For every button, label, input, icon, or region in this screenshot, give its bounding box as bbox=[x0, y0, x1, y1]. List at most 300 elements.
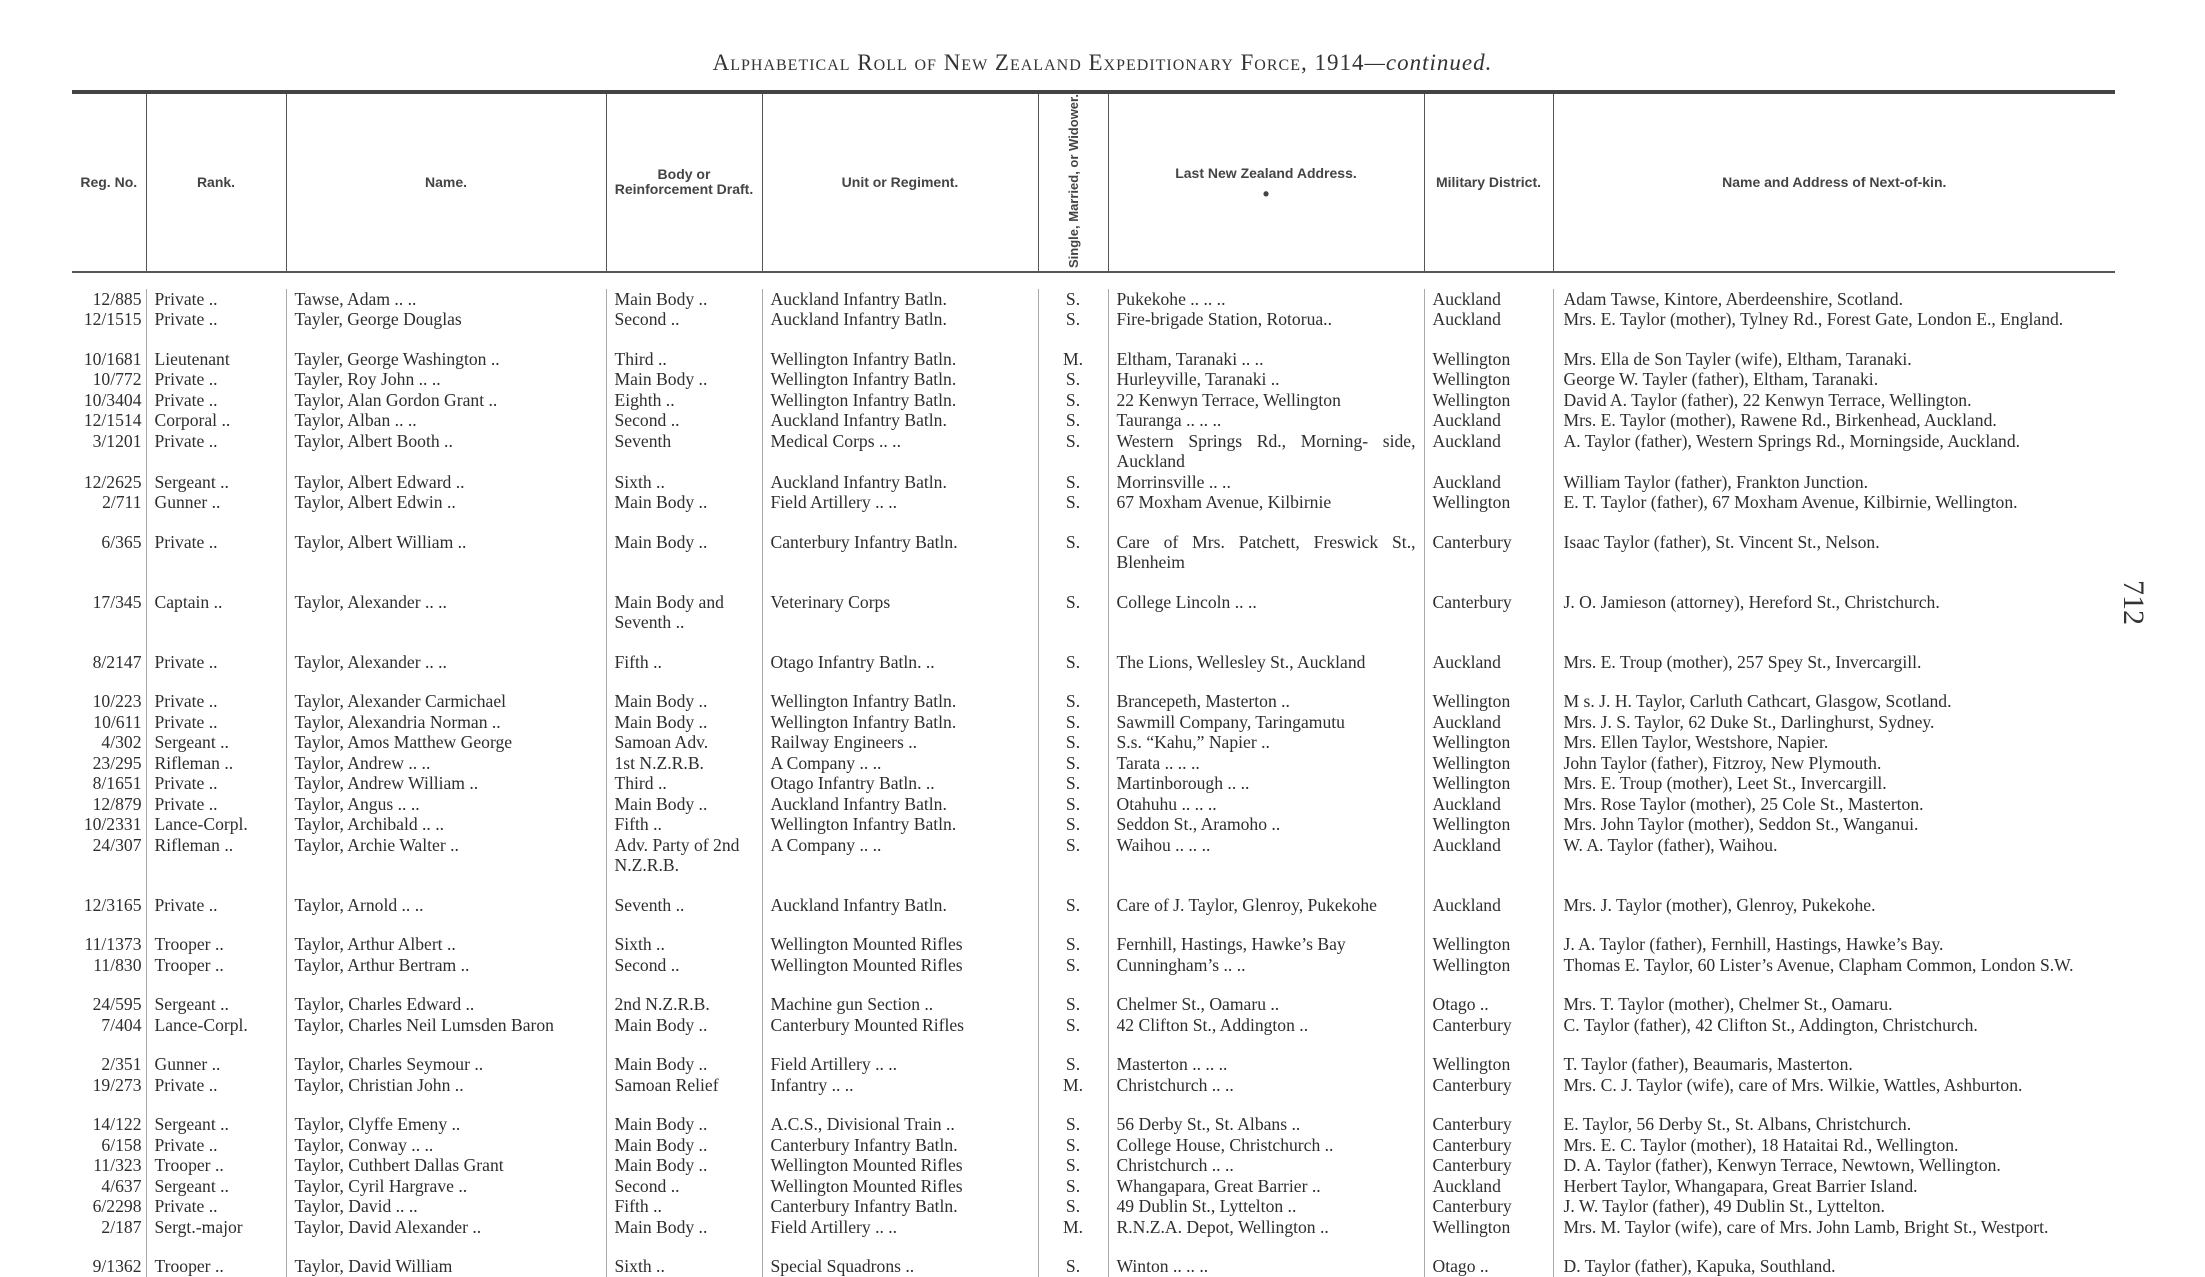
marital-status-cell: S. bbox=[1038, 1095, 1108, 1135]
last-address-cell: Fernhill, Hastings, Hawke’s Bay bbox=[1108, 915, 1424, 955]
last-address-cell: S.s. “Kahu,” Napier .. bbox=[1108, 732, 1424, 753]
soldier-name-cell: Taylor, Albert Edward .. bbox=[286, 472, 606, 493]
next-of-kin-cell: J. W. Taylor (father), 49 Dublin St., Lyttelton. bbox=[1553, 1196, 2115, 1217]
table-row bbox=[72, 309, 2115, 330]
table-row bbox=[72, 753, 2115, 774]
last-address-cell: 67 Moxham Avenue, Kilbirnie bbox=[1108, 492, 1424, 513]
reg-number-cell: 12/885 bbox=[92, 288, 142, 309]
last-address-cell: Cunningham’s .. .. bbox=[1108, 955, 1424, 976]
rank-cell: Sergeant .. bbox=[146, 732, 286, 753]
body-draft-cell: Main Body .. bbox=[606, 1015, 762, 1036]
marital-status-cell: S. bbox=[1038, 1035, 1108, 1075]
reg-number-cell: 12/3165 bbox=[83, 894, 142, 915]
marital-status-cell: S. bbox=[1038, 472, 1108, 493]
soldier-name-cell: Taylor, Andrew .. .. bbox=[286, 753, 606, 774]
military-district-cell: Auckland bbox=[1424, 289, 1553, 310]
marital-status-cell: S. bbox=[1038, 672, 1108, 712]
unit-cell: Wellington Mounted Rifles bbox=[762, 1176, 1038, 1197]
last-address-cell: Sawmill Company, Taringamutu bbox=[1108, 712, 1424, 733]
table-row bbox=[72, 876, 2115, 916]
reg-number-cell: 12/2625 bbox=[83, 471, 142, 492]
marital-status-cell: S. bbox=[1038, 794, 1108, 815]
marital-status-cell: S. bbox=[1038, 431, 1108, 472]
reg-number-cell: 23/295 bbox=[92, 752, 142, 773]
reg-number-cell: 7/404 bbox=[101, 1014, 142, 1035]
military-district-cell: Wellington bbox=[1424, 814, 1553, 835]
body-draft-cell: Adv. Party of 2nd N.Z.R.B. bbox=[606, 835, 762, 876]
rank-cell: Gunner .. bbox=[146, 492, 286, 513]
reg-number-cell: 2/351 bbox=[101, 1054, 142, 1075]
unit-cell: Canterbury Infantry Batln. bbox=[762, 1196, 1038, 1217]
next-of-kin-cell: Mrs. J. Taylor (mother), Glenroy, Pukekohe. bbox=[1553, 876, 2115, 916]
reg-number-cell: 19/273 bbox=[92, 1074, 142, 1095]
body-draft-cell: Fifth .. bbox=[606, 814, 762, 835]
soldier-name-cell: Tayler, George Douglas bbox=[286, 309, 606, 330]
next-of-kin-cell: Mrs. Ella de Son Tayler (wife), Eltham, Taranaki. bbox=[1553, 330, 2115, 370]
next-of-kin-cell: Herbert Taylor, Whangapara, Great Barrier Island. bbox=[1553, 1176, 2115, 1197]
military-district-cell: Auckland bbox=[1424, 309, 1553, 330]
body-draft-cell: Main Body .. bbox=[606, 1155, 762, 1176]
soldier-name-cell: Taylor, Alan Gordon Grant .. bbox=[286, 390, 606, 411]
table-row bbox=[72, 814, 2115, 835]
roll-body bbox=[72, 272, 2115, 1277]
reg-number-cell: 8/1651 bbox=[92, 773, 142, 794]
marital-status-cell: S. bbox=[1038, 1176, 1108, 1197]
table-row bbox=[72, 633, 2115, 673]
rank-cell: Sergeant .. bbox=[146, 1176, 286, 1197]
military-district-cell: Wellington bbox=[1424, 955, 1553, 976]
soldier-name-cell: Taylor, Andrew William .. bbox=[286, 773, 606, 794]
unit-cell: Railway Engineers .. bbox=[762, 732, 1038, 753]
unit-cell: Field Artillery .. .. bbox=[762, 1035, 1038, 1075]
reg-number-cell: 6/158 bbox=[101, 1134, 142, 1155]
unit-cell: Canterbury Mounted Rifles bbox=[762, 1015, 1038, 1036]
table-row bbox=[72, 289, 2115, 310]
next-of-kin-cell: Mrs. Rose Taylor (mother), 25 Cole St., Masterton. bbox=[1553, 794, 2115, 815]
reg-number-cell: 12/1515 bbox=[83, 309, 142, 330]
soldier-name-cell: Taylor, Albert William .. bbox=[286, 513, 606, 573]
last-address-cell: The Lions, Wellesley St., Auckland bbox=[1108, 633, 1424, 673]
unit-cell: Wellington Infantry Batln. bbox=[762, 712, 1038, 733]
military-district-cell: Wellington bbox=[1424, 369, 1553, 390]
body-draft-cell: Fifth .. bbox=[606, 633, 762, 673]
body-draft-cell: Main Body .. bbox=[606, 1035, 762, 1075]
reg-number-cell: 3/1201 bbox=[92, 430, 142, 451]
body-draft-cell: Fifth .. bbox=[606, 1196, 762, 1217]
body-draft-cell: Second .. bbox=[606, 309, 762, 330]
rank-cell: Private .. bbox=[146, 369, 286, 390]
unit-cell: Auckland Infantry Batln. bbox=[762, 289, 1038, 310]
reg-number-cell: 11/830 bbox=[93, 954, 142, 975]
table-row bbox=[72, 712, 2115, 733]
soldier-name-cell: Taylor, David .. .. bbox=[286, 1196, 606, 1217]
last-address-cell: Morrinsville .. .. bbox=[1108, 472, 1424, 493]
military-district-cell: Wellington bbox=[1424, 672, 1553, 712]
body-draft-cell: Eighth .. bbox=[606, 390, 762, 411]
body-draft-cell: Main Body .. bbox=[606, 1095, 762, 1135]
marital-status-cell: S. bbox=[1038, 633, 1108, 673]
page-number: 712 bbox=[2117, 580, 2150, 625]
rank-cell: Trooper .. bbox=[146, 915, 286, 955]
military-district-cell: Wellington bbox=[1424, 773, 1553, 794]
table-row bbox=[72, 773, 2115, 794]
body-draft-cell: Main Body .. bbox=[606, 672, 762, 712]
column-header-last-address: Last New Zealand Address. • bbox=[1108, 92, 1424, 272]
column-header-marital-status bbox=[1038, 92, 1108, 272]
next-of-kin-cell: Mrs. C. J. Taylor (wife), care of Mrs. Wilkie, Wattles, Ashburton. bbox=[1553, 1075, 2115, 1096]
unit-cell: Canterbury Infantry Batln. bbox=[762, 1135, 1038, 1156]
last-address-cell: Chelmer St., Oamaru .. bbox=[1108, 975, 1424, 1015]
rank-cell: Rifleman .. bbox=[146, 835, 286, 876]
marital-status-cell: S. bbox=[1038, 513, 1108, 573]
reg-number-cell: 10/3404 bbox=[83, 389, 142, 410]
unit-cell: Wellington Infantry Batln. bbox=[762, 330, 1038, 370]
soldier-name-cell: Taylor, Archie Walter .. bbox=[286, 835, 606, 876]
table-row bbox=[72, 492, 2115, 513]
soldier-name-cell: Taylor, Archibald .. .. bbox=[286, 814, 606, 835]
column-header-reg-no: Reg. No. bbox=[72, 92, 146, 272]
next-of-kin-cell: Mrs. John Taylor (mother), Seddon St., Wanganui. bbox=[1553, 814, 2115, 835]
military-district-cell: Otago .. bbox=[1424, 1237, 1553, 1277]
marital-status-cell: S. bbox=[1038, 955, 1108, 976]
unit-cell: Auckland Infantry Batln. bbox=[762, 794, 1038, 815]
unit-cell: Canterbury Infantry Batln. bbox=[762, 513, 1038, 573]
table-row bbox=[72, 672, 2115, 712]
table-row bbox=[72, 1196, 2115, 1217]
table-row bbox=[72, 472, 2115, 493]
column-header-unit: Unit or Regiment. bbox=[762, 92, 1038, 272]
rank-cell: Private .. bbox=[146, 1196, 286, 1217]
unit-cell: Auckland Infantry Batln. bbox=[762, 309, 1038, 330]
reg-number-cell: 4/637 bbox=[101, 1175, 142, 1196]
table-row bbox=[72, 330, 2115, 370]
reg-number-cell: 8/2147 bbox=[92, 651, 142, 672]
table-row bbox=[72, 975, 2115, 1015]
table-row bbox=[72, 390, 2115, 411]
reg-number-cell: 24/307 bbox=[92, 834, 142, 855]
rank-cell: Captain .. bbox=[146, 573, 286, 633]
unit-cell: Special Squadrons .. bbox=[762, 1237, 1038, 1277]
last-address-cell: Masterton .. .. .. bbox=[1108, 1035, 1424, 1075]
military-district-cell: Auckland bbox=[1424, 1176, 1553, 1197]
next-of-kin-cell: Mrs. M. Taylor (wife), care of Mrs. John Lamb, Bright St., Westport. bbox=[1553, 1217, 2115, 1238]
next-of-kin-cell: Mrs. E. Troup (mother), Leet St., Invercargill. bbox=[1553, 773, 2115, 794]
soldier-name-cell: Taylor, Alexander Carmichael bbox=[286, 672, 606, 712]
military-district-cell: Auckland bbox=[1424, 472, 1553, 493]
marital-status-cell: S. bbox=[1038, 1135, 1108, 1156]
unit-cell: A Company .. .. bbox=[762, 753, 1038, 774]
soldier-name-cell: Taylor, Clyffe Emeny .. bbox=[286, 1095, 606, 1135]
reg-number-cell: 10/2331 bbox=[83, 814, 142, 835]
military-district-cell: Auckland bbox=[1424, 633, 1553, 673]
last-address-cell: Waihou .. .. .. bbox=[1108, 835, 1424, 876]
rank-cell: Sergeant .. bbox=[146, 472, 286, 493]
column-header-body-draft: Body or Reinforcement Draft. bbox=[606, 92, 762, 272]
page-title bbox=[0, 50, 2205, 76]
table-row bbox=[72, 573, 2115, 633]
roll-table bbox=[72, 90, 2115, 1277]
last-address-cell: 49 Dublin St., Lyttelton .. bbox=[1108, 1196, 1424, 1217]
marital-status-cell: S. bbox=[1038, 573, 1108, 633]
military-district-cell: Auckland bbox=[1424, 410, 1553, 431]
table-row bbox=[72, 1217, 2115, 1238]
column-header-military-district: Military District. bbox=[1424, 92, 1553, 272]
next-of-kin-cell: Mrs. T. Taylor (mother), Chelmer St., Oamaru. bbox=[1553, 975, 2115, 1015]
rank-cell: Private .. bbox=[146, 672, 286, 712]
next-of-kin-cell: Mrs. E. Taylor (mother), Tylney Rd., Forest Gate, London E., England. bbox=[1553, 309, 2115, 330]
body-draft-cell: Second .. bbox=[606, 955, 762, 976]
rank-cell: Trooper .. bbox=[146, 1237, 286, 1277]
military-district-cell: Canterbury bbox=[1424, 1135, 1553, 1156]
last-address-cell: Eltham, Taranaki .. .. bbox=[1108, 330, 1424, 370]
body-draft-cell: Seventh .. bbox=[606, 876, 762, 916]
unit-cell: Wellington Infantry Batln. bbox=[762, 814, 1038, 835]
soldier-name-cell: Tayler, Roy John .. .. bbox=[286, 369, 606, 390]
table-row bbox=[72, 1095, 2115, 1135]
rank-cell: Private .. bbox=[146, 289, 286, 310]
soldier-name-cell: Tawse, Adam .. .. bbox=[286, 289, 606, 310]
body-draft-cell: Second .. bbox=[606, 410, 762, 431]
table-row bbox=[72, 835, 2115, 876]
rank-cell: Sergeant .. bbox=[146, 975, 286, 1015]
last-address-cell: Christchurch .. .. bbox=[1108, 1075, 1424, 1096]
body-draft-cell: Samoan Adv. bbox=[606, 732, 762, 753]
last-address-cell: College House, Christchurch .. bbox=[1108, 1135, 1424, 1156]
unit-cell: Wellington Infantry Batln. bbox=[762, 369, 1038, 390]
unit-cell: Field Artillery .. .. bbox=[762, 1217, 1038, 1238]
next-of-kin-cell: Mrs. E. Troup (mother), 257 Spey St., Invercargill. bbox=[1553, 633, 2115, 673]
military-district-cell: Canterbury bbox=[1424, 1155, 1553, 1176]
soldier-name-cell: Taylor, Cyril Hargrave .. bbox=[286, 1176, 606, 1197]
rank-cell: Trooper .. bbox=[146, 1155, 286, 1176]
last-address-cell: Fire-brigade Station, Rotorua.. bbox=[1108, 309, 1424, 330]
next-of-kin-cell: W. A. Taylor (father), Waihou. bbox=[1553, 835, 2115, 876]
marital-status-cell: S. bbox=[1038, 289, 1108, 310]
unit-cell: Wellington Mounted Rifles bbox=[762, 915, 1038, 955]
table-row bbox=[72, 1155, 2115, 1176]
military-district-cell: Auckland bbox=[1424, 835, 1553, 876]
last-address-cell: Pukekohe .. .. .. bbox=[1108, 289, 1424, 310]
marital-status-cell: S. bbox=[1038, 773, 1108, 794]
last-address-cell: Seddon St., Aramoho .. bbox=[1108, 814, 1424, 835]
column-header-rank: Rank. bbox=[146, 92, 286, 272]
table-row bbox=[72, 513, 2115, 573]
marital-status-cell: M. bbox=[1038, 1217, 1108, 1238]
body-draft-cell: Main Body .. bbox=[606, 794, 762, 815]
reg-number-cell: 4/302 bbox=[101, 732, 142, 753]
table-row bbox=[72, 915, 2115, 955]
unit-cell: Otago Infantry Batln. .. bbox=[762, 633, 1038, 673]
reg-number-cell: 6/365 bbox=[101, 531, 142, 552]
reg-number-cell: 12/1514 bbox=[83, 410, 142, 431]
unit-cell: Field Artillery .. .. bbox=[762, 492, 1038, 513]
unit-cell: Wellington Mounted Rifles bbox=[762, 955, 1038, 976]
last-address-cell: Martinborough .. .. bbox=[1108, 773, 1424, 794]
body-draft-cell: Sixth .. bbox=[606, 915, 762, 955]
reg-number-cell: 12/879 bbox=[92, 793, 142, 814]
last-address-cell: Western Springs Rd., Morning- side, Auckland bbox=[1108, 431, 1424, 472]
next-of-kin-cell: E. Taylor, 56 Derby St., St. Albans, Christchurch. bbox=[1553, 1095, 2115, 1135]
soldier-name-cell: Tayler, George Washington .. bbox=[286, 330, 606, 370]
unit-cell: Wellington Infantry Batln. bbox=[762, 390, 1038, 411]
rank-cell: Lance-Corpl. bbox=[146, 814, 286, 835]
next-of-kin-cell: Isaac Taylor (father), St. Vincent St., Nelson. bbox=[1553, 513, 2115, 573]
next-of-kin-cell: Mrs. J. S. Taylor, 62 Duke St., Darlinghurst, Sydney. bbox=[1553, 712, 2115, 733]
body-draft-cell: Sixth .. bbox=[606, 472, 762, 493]
unit-cell: A.C.S., Divisional Train .. bbox=[762, 1095, 1038, 1135]
soldier-name-cell: Taylor, David Alexander .. bbox=[286, 1217, 606, 1238]
rank-cell: Lieutenant bbox=[146, 330, 286, 370]
marital-status-cell: S. bbox=[1038, 753, 1108, 774]
next-of-kin-cell: M s. J. H. Taylor, Carluth Cathcart, Glasgow, Scotland. bbox=[1553, 672, 2115, 712]
body-draft-cell: 1st N.Z.R.B. bbox=[606, 753, 762, 774]
last-address-cell: R.N.Z.A. Depot, Wellington .. bbox=[1108, 1217, 1424, 1238]
body-draft-cell: Third .. bbox=[606, 330, 762, 370]
unit-cell: Machine gun Section .. bbox=[762, 975, 1038, 1015]
military-district-cell: Canterbury bbox=[1424, 513, 1553, 573]
military-district-cell: Auckland bbox=[1424, 712, 1553, 733]
reg-number-cell: 10/611 bbox=[93, 711, 142, 732]
marital-status-cell: S. bbox=[1038, 1196, 1108, 1217]
table-row bbox=[72, 410, 2115, 431]
next-of-kin-cell: A. Taylor (father), Western Springs Rd., Morningside, Auckland. bbox=[1553, 431, 2115, 472]
unit-cell: A Company .. .. bbox=[762, 835, 1038, 876]
military-district-cell: Wellington bbox=[1424, 492, 1553, 513]
reg-number-cell: 11/1373 bbox=[84, 934, 142, 955]
last-address-cell: Whangapara, Great Barrier .. bbox=[1108, 1176, 1424, 1197]
military-district-cell: Wellington bbox=[1424, 1035, 1553, 1075]
next-of-kin-cell: George W. Tayler (father), Eltham, Taranaki. bbox=[1553, 369, 2115, 390]
table-header-row bbox=[72, 92, 2115, 272]
rank-cell: Private .. bbox=[146, 1075, 286, 1096]
column-header-name: Name. bbox=[286, 92, 606, 272]
next-of-kin-cell: J. O. Jamieson (attorney), Hereford St., Christchurch. bbox=[1553, 573, 2115, 633]
table-row bbox=[72, 955, 2115, 976]
last-address-cell: Brancepeth, Masterton .. bbox=[1108, 672, 1424, 712]
unit-cell: Auckland Infantry Batln. bbox=[762, 410, 1038, 431]
unit-cell: Auckland Infantry Batln. bbox=[762, 472, 1038, 493]
next-of-kin-cell: David A. Taylor (father), 22 Kenwyn Terrace, Wellington. bbox=[1553, 390, 2115, 411]
column-header-next-of-kin: Name and Address of Next-of-kin. bbox=[1553, 92, 2115, 272]
unit-cell: Auckland Infantry Batln. bbox=[762, 876, 1038, 916]
unit-cell: Otago Infantry Batln. .. bbox=[762, 773, 1038, 794]
body-draft-cell: Samoan Relief bbox=[606, 1075, 762, 1096]
next-of-kin-cell: C. Taylor (father), 42 Clifton St., Addington, Christchurch. bbox=[1553, 1015, 2115, 1036]
military-district-cell: Canterbury bbox=[1424, 1075, 1553, 1096]
table-row bbox=[72, 1015, 2115, 1036]
body-draft-cell: Main Body .. bbox=[606, 492, 762, 513]
next-of-kin-cell: E. T. Taylor (father), 67 Moxham Avenue, Kilbirnie, Wellington. bbox=[1553, 492, 2115, 513]
last-address-cell: Care of Mrs. Patchett, Freswick St., Blenheim bbox=[1108, 513, 1424, 573]
next-of-kin-cell: William Taylor (father), Frankton Junction. bbox=[1553, 472, 2115, 493]
marital-status-cell: S. bbox=[1038, 732, 1108, 753]
unit-cell: Wellington Mounted Rifles bbox=[762, 1155, 1038, 1176]
last-address-cell: Winton .. .. .. bbox=[1108, 1237, 1424, 1277]
military-district-cell: Wellington bbox=[1424, 732, 1553, 753]
roll-title: Alphabetical Roll of New Zealand Expeditionary Force, 1914 bbox=[712, 50, 1365, 75]
marital-status-cell: S. bbox=[1038, 369, 1108, 390]
marital-status-cell: S. bbox=[1038, 915, 1108, 955]
military-district-cell: Auckland bbox=[1424, 431, 1553, 472]
next-of-kin-cell: John Taylor (father), Fitzroy, New Plymouth. bbox=[1553, 753, 2115, 774]
body-draft-cell: Second .. bbox=[606, 1176, 762, 1197]
soldier-name-cell: Taylor, Albert Booth .. bbox=[286, 431, 606, 472]
soldier-name-cell: Taylor, Alexander .. .. bbox=[286, 633, 606, 673]
rank-cell: Trooper .. bbox=[146, 955, 286, 976]
last-address-cell: 56 Derby St., St. Albans .. bbox=[1108, 1095, 1424, 1135]
body-draft-cell: Third .. bbox=[606, 773, 762, 794]
military-district-cell: Canterbury bbox=[1424, 1095, 1553, 1135]
rank-cell: Private .. bbox=[146, 1135, 286, 1156]
soldier-name-cell: Taylor, Alexandria Norman .. bbox=[286, 712, 606, 733]
rank-cell: Private .. bbox=[146, 431, 286, 472]
last-address-cell: College Lincoln .. .. bbox=[1108, 573, 1424, 633]
table-row bbox=[72, 732, 2115, 753]
body-draft-cell: Seventh bbox=[606, 431, 762, 472]
military-district-cell: Wellington bbox=[1424, 1217, 1553, 1238]
soldier-name-cell: Taylor, Alexander .. .. bbox=[286, 573, 606, 633]
table-row bbox=[72, 1075, 2115, 1096]
unit-cell: Infantry .. .. bbox=[762, 1075, 1038, 1096]
next-of-kin-cell: Mrs. Ellen Taylor, Westshore, Napier. bbox=[1553, 732, 2115, 753]
soldier-name-cell: Taylor, Conway .. .. bbox=[286, 1135, 606, 1156]
military-district-cell: Wellington bbox=[1424, 330, 1553, 370]
military-district-cell: Canterbury bbox=[1424, 1015, 1553, 1036]
rank-cell: Corporal .. bbox=[146, 410, 286, 431]
marital-status-cell: S. bbox=[1038, 1015, 1108, 1036]
table-row bbox=[72, 1237, 2115, 1277]
marital-status-cell: M. bbox=[1038, 1075, 1108, 1096]
military-district-cell: Wellington bbox=[1424, 915, 1553, 955]
last-address-header-label: Last New Zealand Address. bbox=[1175, 164, 1357, 181]
reg-number-cell: 2/187 bbox=[101, 1216, 142, 1237]
rank-cell: Private .. bbox=[146, 513, 286, 573]
reg-number-cell: 10/223 bbox=[92, 691, 142, 712]
reg-number-cell: 10/1681 bbox=[83, 348, 142, 369]
military-district-cell: Canterbury bbox=[1424, 573, 1553, 633]
table-row bbox=[72, 369, 2115, 390]
rank-cell: Private .. bbox=[146, 773, 286, 794]
marital-status-cell: S. bbox=[1038, 1237, 1108, 1277]
rank-cell: Private .. bbox=[146, 633, 286, 673]
reg-number-cell: 9/1362 bbox=[92, 1256, 142, 1277]
last-address-cell: 22 Kenwyn Terrace, Wellington bbox=[1108, 390, 1424, 411]
next-of-kin-cell: Adam Tawse, Kintore, Aberdeenshire, Scotland. bbox=[1553, 289, 2115, 310]
rank-cell: Lance-Corpl. bbox=[146, 1015, 286, 1036]
unit-cell: Veterinary Corps bbox=[762, 573, 1038, 633]
reg-number-cell: 17/345 bbox=[92, 591, 142, 612]
rank-cell: Private .. bbox=[146, 794, 286, 815]
last-address-cell: Tarata .. .. .. bbox=[1108, 753, 1424, 774]
military-district-cell: Wellington bbox=[1424, 753, 1553, 774]
marital-status-cell: S. bbox=[1038, 814, 1108, 835]
unit-cell: Medical Corps .. .. bbox=[762, 431, 1038, 472]
body-draft-cell: Main Body .. bbox=[606, 1217, 762, 1238]
soldier-name-cell: Taylor, David William bbox=[286, 1237, 606, 1277]
military-district-cell: Wellington bbox=[1424, 390, 1553, 411]
soldier-name-cell: Taylor, Christian John .. bbox=[286, 1075, 606, 1096]
military-district-cell: Auckland bbox=[1424, 876, 1553, 916]
marital-status-cell: M. bbox=[1038, 330, 1108, 370]
body-draft-cell: Main Body .. bbox=[606, 369, 762, 390]
next-of-kin-cell: D. A. Taylor (father), Kenwyn Terrace, Newtown, Wellington. bbox=[1553, 1155, 2115, 1176]
rank-cell: Private .. bbox=[146, 309, 286, 330]
next-of-kin-cell: T. Taylor (father), Beaumaris, Masterton. bbox=[1553, 1035, 2115, 1075]
marital-status-cell: S. bbox=[1038, 876, 1108, 916]
continued-label: —continued. bbox=[1364, 50, 1493, 75]
table-row bbox=[72, 431, 2115, 472]
marital-status-cell: S. bbox=[1038, 492, 1108, 513]
